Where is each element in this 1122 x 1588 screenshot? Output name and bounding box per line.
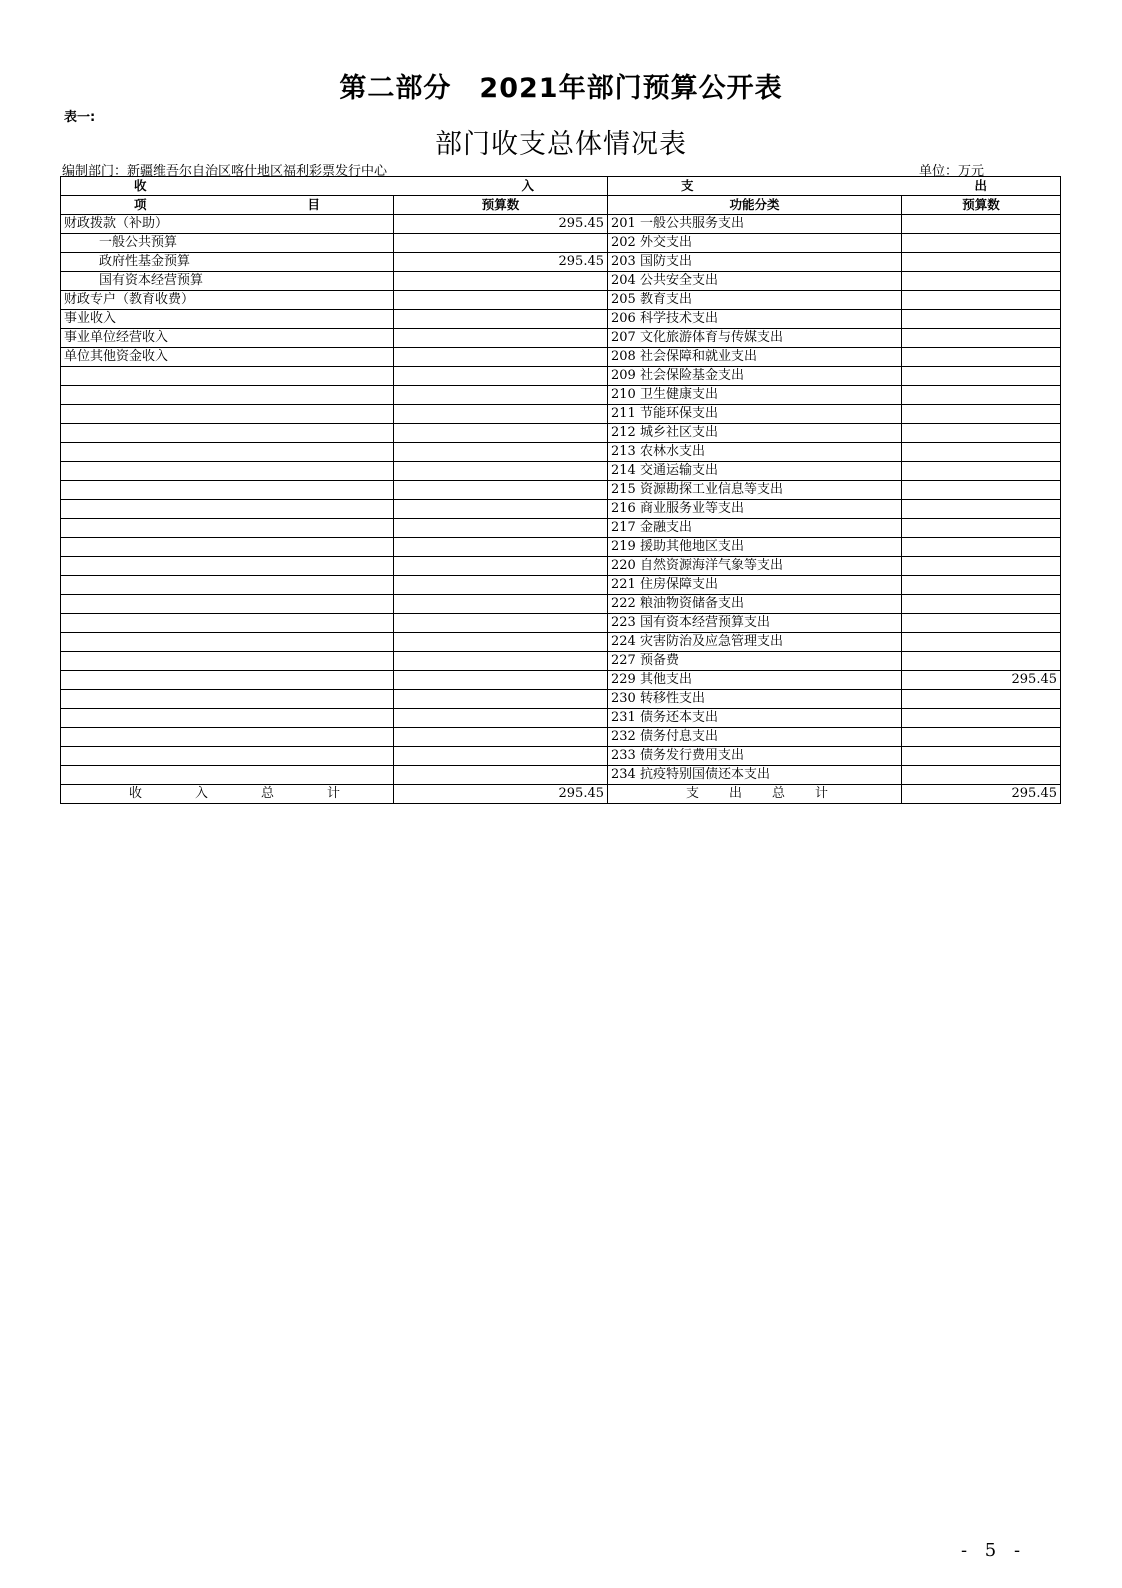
income-amount-cell <box>394 348 608 367</box>
expense-function-cell: 234 抗疫特别国债还本支出 <box>608 766 902 785</box>
table-row <box>61 538 1061 557</box>
expense-function-cell: 231 债务还本支出 <box>608 709 902 728</box>
table-row <box>61 310 1061 329</box>
expense-function-cell: 210 卫生健康支出 <box>608 386 902 405</box>
expense-function-cell: 230 转移性支出 <box>608 690 902 709</box>
expense-function-cell: 204 公共安全支出 <box>608 272 902 291</box>
income-total-label <box>61 785 394 804</box>
total-char: 入 <box>194 786 208 801</box>
function-class-column-header: 功能分类 <box>608 196 902 215</box>
expense-function-cell: 221 住房保障支出 <box>608 576 902 595</box>
income-item-cell: 单位其他资金收入 <box>61 348 394 367</box>
income-budget-column-header: 预算数 <box>394 196 608 215</box>
page-number: - 5 - <box>961 1540 1027 1561</box>
expense-function-cell: 229 其他支出 <box>608 671 902 690</box>
income-item-cell: 事业收入 <box>61 310 394 329</box>
table-row <box>61 443 1061 462</box>
table-row <box>61 481 1061 500</box>
expense-function-cell: 222 粮油物资储备支出 <box>608 595 902 614</box>
expense-amount-cell <box>902 747 1061 766</box>
expense-function-cell: 214 交通运输支出 <box>608 462 902 481</box>
income-item-cell: 一般公共预算 <box>61 234 394 253</box>
income-amount-cell <box>394 481 608 500</box>
table-number-label: 表一: <box>64 110 96 125</box>
table-body <box>61 215 1061 785</box>
income-item-cell <box>61 576 394 595</box>
income-item-cell <box>61 747 394 766</box>
expense-header-char: 支 <box>681 178 694 193</box>
expense-amount-cell <box>902 462 1061 481</box>
item-header-char: 项 <box>134 197 147 212</box>
expense-function-cell: 205 教育支出 <box>608 291 902 310</box>
income-amount-cell <box>394 519 608 538</box>
table-title: 部门收支总体情况表 <box>435 129 687 160</box>
income-amount-cell <box>394 671 608 690</box>
income-amount-cell <box>394 443 608 462</box>
org-label: 编制部门：新疆维吾尔自治区喀什地区福利彩票发行中心 <box>62 164 388 179</box>
expense-group-header <box>608 177 1061 196</box>
income-amount-cell <box>394 747 608 766</box>
table-row <box>61 291 1061 310</box>
expense-function-cell: 220 自然资源海洋气象等支出 <box>608 557 902 576</box>
expense-amount-cell <box>902 386 1061 405</box>
total-char: 总 <box>260 786 274 801</box>
table-row <box>61 386 1061 405</box>
table-row <box>61 424 1061 443</box>
expense-function-cell: 208 社会保障和就业支出 <box>608 348 902 367</box>
expense-amount-cell <box>902 709 1061 728</box>
income-item-cell <box>61 766 394 785</box>
expense-amount-cell <box>902 652 1061 671</box>
total-char: 支 <box>686 786 700 801</box>
income-amount-cell <box>394 728 608 747</box>
table-row <box>61 614 1061 633</box>
expense-function-cell: 209 社会保险基金支出 <box>608 367 902 386</box>
expense-function-cell: 207 文化旅游体育与传媒支出 <box>608 329 902 348</box>
expense-budget-column-header: 预算数 <box>902 196 1061 215</box>
expense-amount-cell <box>902 443 1061 462</box>
expense-function-cell: 227 预备费 <box>608 652 902 671</box>
expense-amount-cell <box>902 690 1061 709</box>
expense-header-char: 出 <box>974 178 987 193</box>
total-char: 计 <box>814 786 828 801</box>
expense-amount-cell <box>902 576 1061 595</box>
income-item-cell <box>61 481 394 500</box>
expense-total-label <box>608 785 902 804</box>
expense-amount-cell <box>902 481 1061 500</box>
table-row <box>61 766 1061 785</box>
expense-amount-cell <box>902 538 1061 557</box>
expense-function-cell: 232 债务付息支出 <box>608 728 902 747</box>
expense-function-cell: 217 金融支出 <box>608 519 902 538</box>
expense-amount-cell <box>902 595 1061 614</box>
income-item-cell <box>61 690 394 709</box>
income-amount-cell <box>394 367 608 386</box>
income-header-char: 入 <box>521 178 534 193</box>
expense-function-cell: 211 节能环保支出 <box>608 405 902 424</box>
income-amount-cell <box>394 462 608 481</box>
table-row <box>61 405 1061 424</box>
expense-amount-cell <box>902 633 1061 652</box>
table-row <box>61 253 1061 272</box>
expense-amount-cell <box>902 272 1061 291</box>
column-header-row <box>61 196 1061 215</box>
expense-amount-cell <box>902 519 1061 538</box>
table-row <box>61 728 1061 747</box>
expense-function-cell: 206 科学技术支出 <box>608 310 902 329</box>
total-char: 收 <box>129 786 143 801</box>
income-item-cell <box>61 519 394 538</box>
item-column-header <box>61 196 394 215</box>
budget-summary-table <box>60 176 1061 804</box>
total-char: 计 <box>326 786 340 801</box>
expense-amount-cell <box>902 329 1061 348</box>
expense-function-cell: 201 一般公共服务支出 <box>608 215 902 234</box>
table-row <box>61 234 1061 253</box>
expense-function-cell: 215 资源勘探工业信息等支出 <box>608 481 902 500</box>
table-row <box>61 519 1061 538</box>
expense-amount-cell <box>902 766 1061 785</box>
expense-function-cell: 203 国防支出 <box>608 253 902 272</box>
table-row <box>61 747 1061 766</box>
item-header-char: 目 <box>307 197 320 212</box>
income-header-char: 收 <box>134 178 147 193</box>
unit-label: 单位：万元 <box>919 164 985 179</box>
expense-amount-cell: 295.45 <box>902 671 1061 690</box>
expense-amount-cell <box>902 500 1061 519</box>
income-total-amount: 295.45 <box>394 785 608 804</box>
income-item-cell: 国有资本经营预算 <box>61 272 394 291</box>
income-item-cell <box>61 633 394 652</box>
income-amount-cell: 295.45 <box>394 215 608 234</box>
income-amount-cell <box>394 538 608 557</box>
income-amount-cell <box>394 690 608 709</box>
income-amount-cell <box>394 310 608 329</box>
table-row <box>61 633 1061 652</box>
income-item-cell <box>61 614 394 633</box>
expense-amount-cell <box>902 424 1061 443</box>
income-amount-cell <box>394 272 608 291</box>
income-item-cell <box>61 500 394 519</box>
income-item-cell: 财政专户（教育收费） <box>61 291 394 310</box>
table-row <box>61 462 1061 481</box>
expense-total-amount: 295.45 <box>902 785 1061 804</box>
expense-function-cell: 233 债务发行费用支出 <box>608 747 902 766</box>
expense-function-cell: 202 外交支出 <box>608 234 902 253</box>
part-title: 第二部分 2021年部门预算公开表 <box>339 73 783 104</box>
total-row <box>61 785 1061 804</box>
table-row <box>61 329 1061 348</box>
table-row <box>61 348 1061 367</box>
expense-amount-cell <box>902 291 1061 310</box>
table-row <box>61 557 1061 576</box>
income-amount-cell <box>394 386 608 405</box>
expense-amount-cell <box>902 405 1061 424</box>
income-item-cell <box>61 538 394 557</box>
income-item-cell <box>61 386 394 405</box>
income-amount-cell <box>394 709 608 728</box>
expense-function-cell: 213 农林水支出 <box>608 443 902 462</box>
income-amount-cell <box>394 557 608 576</box>
income-item-cell <box>61 671 394 690</box>
income-item-cell <box>61 728 394 747</box>
table-row <box>61 671 1061 690</box>
table-row <box>61 576 1061 595</box>
income-amount-cell <box>394 405 608 424</box>
income-item-cell <box>61 424 394 443</box>
table-row <box>61 215 1061 234</box>
income-item-cell <box>61 557 394 576</box>
income-item-cell <box>61 443 394 462</box>
table-row <box>61 690 1061 709</box>
total-char: 总 <box>771 786 785 801</box>
income-item-cell: 财政拨款（补助） <box>61 215 394 234</box>
income-amount-cell <box>394 329 608 348</box>
income-item-cell <box>61 652 394 671</box>
income-item-cell <box>61 367 394 386</box>
income-amount-cell <box>394 652 608 671</box>
group-header-row <box>61 177 1061 196</box>
income-amount-cell <box>394 424 608 443</box>
table-row <box>61 500 1061 519</box>
income-amount-cell <box>394 614 608 633</box>
income-amount-cell <box>394 766 608 785</box>
expense-function-cell: 219 援助其他地区支出 <box>608 538 902 557</box>
expense-amount-cell <box>902 348 1061 367</box>
income-amount-cell: 295.45 <box>394 253 608 272</box>
expense-function-cell: 212 城乡社区支出 <box>608 424 902 443</box>
table-row <box>61 272 1061 291</box>
table-row <box>61 367 1061 386</box>
income-amount-cell <box>394 595 608 614</box>
total-char: 出 <box>728 786 742 801</box>
income-item-cell <box>61 405 394 424</box>
expense-amount-cell <box>902 310 1061 329</box>
expense-amount-cell <box>902 367 1061 386</box>
expense-function-cell: 224 灾害防治及应急管理支出 <box>608 633 902 652</box>
income-item-cell <box>61 709 394 728</box>
expense-function-cell: 223 国有资本经营预算支出 <box>608 614 902 633</box>
expense-amount-cell <box>902 728 1061 747</box>
income-amount-cell <box>394 576 608 595</box>
table-row <box>61 652 1061 671</box>
income-item-cell <box>61 595 394 614</box>
income-amount-cell <box>394 234 608 253</box>
income-amount-cell <box>394 291 608 310</box>
expense-amount-cell <box>902 614 1061 633</box>
expense-amount-cell <box>902 557 1061 576</box>
expense-amount-cell <box>902 253 1061 272</box>
expense-amount-cell <box>902 234 1061 253</box>
income-group-header <box>61 177 608 196</box>
table-row <box>61 709 1061 728</box>
expense-function-cell: 216 商业服务业等支出 <box>608 500 902 519</box>
income-item-cell: 政府性基金预算 <box>61 253 394 272</box>
expense-amount-cell <box>902 215 1061 234</box>
income-amount-cell <box>394 633 608 652</box>
table-row <box>61 595 1061 614</box>
income-item-cell: 事业单位经营收入 <box>61 329 394 348</box>
income-amount-cell <box>394 500 608 519</box>
income-item-cell <box>61 462 394 481</box>
